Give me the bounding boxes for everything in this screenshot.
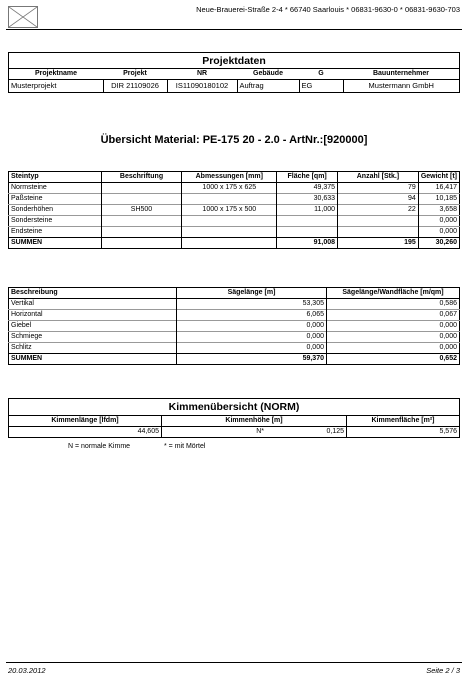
legend-mit-moertel: * = mit Mörtel [164, 443, 206, 450]
beschreibung-cell: Schlitz [9, 343, 177, 354]
projekt-value: DIR 21109026 [103, 80, 167, 93]
kimmen-title: Kimmenübersicht (NORM) [9, 399, 460, 416]
steintyp-cell: Endsteine [9, 227, 102, 238]
col-abmessungen: Abmessungen [mm] [182, 172, 277, 183]
abmessungen-cell [182, 216, 277, 227]
abmessungen-cell [182, 194, 277, 205]
saegelaenge-cell: 0,000 [177, 321, 327, 332]
g-value: EG [299, 80, 343, 93]
beschriftung-cell [101, 216, 182, 227]
gewicht-cell: 0,000 [418, 216, 459, 227]
gewicht-cell: 10,185 [418, 194, 459, 205]
company-address: Neue-Brauerei-Straße 2-4 * 66740 Saarlouis * 06831-9630-0 * 06831-9630-703 [196, 5, 460, 14]
anzahl-cell [338, 227, 419, 238]
table-row [9, 332, 460, 343]
table-row [9, 310, 460, 321]
gebaeude-value: Auftrag [237, 80, 299, 93]
project-data-row [9, 80, 460, 93]
beschreibung-cell: Giebel [9, 321, 177, 332]
saegelaenge-cell: 0,000 [177, 332, 327, 343]
kimmenhoehe-value: 0,125 [326, 428, 345, 435]
saegelaenge-cell: 6,065 [177, 310, 327, 321]
stones-table [8, 171, 460, 249]
gewicht-cell: 16,417 [418, 183, 459, 194]
beschreibung-cell: Vertikal [9, 299, 177, 310]
kimmen-table [8, 398, 460, 438]
kimmenflaeche-value: 5,576 [347, 427, 460, 438]
sum-abmessungen [182, 238, 277, 249]
flaeche-cell: 49,375 [277, 183, 338, 194]
col-kimmenflaeche: Kimmenfläche [m²] [347, 416, 460, 427]
saegelaenge-cell: 53,305 [177, 299, 327, 310]
col-saegelaenge-wandflaeche: Sägelänge/Wandfläche [m/qm] [327, 288, 460, 299]
saegelaenge-cell: 0,000 [177, 343, 327, 354]
sum-beschriftung [101, 238, 182, 249]
sum-flaeche: 91,008 [277, 238, 338, 249]
beschriftung-cell [101, 194, 182, 205]
sum-saegelaenge: 59,370 [177, 354, 327, 365]
anzahl-cell: 22 [338, 205, 419, 216]
kimmen-row [9, 427, 460, 438]
col-projekt: Projekt [103, 69, 167, 80]
table-row [9, 343, 460, 354]
col-bauunternehmer: Bauunternehmer [343, 69, 460, 80]
flaeche-cell: 30,633 [277, 194, 338, 205]
col-kimmenhoehe: Kimmenhöhe [m] [162, 416, 347, 427]
col-flaeche: Fläche [qm] [277, 172, 338, 183]
table-row [9, 227, 460, 238]
table-row [9, 183, 460, 194]
bauunternehmer-value: Mustermann GmbH [343, 80, 460, 93]
footer-date: 20.03.2012 [8, 666, 46, 675]
legend-normal-kimme: N = normale Kimme [68, 443, 131, 450]
verhaeltnis-cell: 0,000 [327, 332, 460, 343]
col-beschriftung: Beschriftung [101, 172, 182, 183]
col-saegelaenge: Sägelänge [m] [177, 288, 327, 299]
col-projektname: Projektname [9, 69, 104, 80]
steintyp-cell: Sondersteine [9, 216, 102, 227]
table-row [9, 205, 460, 216]
steintyp-cell: Paßsteine [9, 194, 102, 205]
logo-placeholder [8, 6, 38, 28]
abmessungen-cell: 1000 x 175 x 500 [182, 205, 277, 216]
col-gebaeude: Gebäude [237, 69, 299, 80]
beschriftung-cell [101, 227, 182, 238]
saw-length-table [8, 287, 460, 365]
table-row [9, 321, 460, 332]
anzahl-cell: 79 [338, 183, 419, 194]
flaeche-cell [277, 227, 338, 238]
beschreibung-cell: Horizontal [9, 310, 177, 321]
flaeche-cell [277, 216, 338, 227]
col-gewicht: Gewicht [t] [418, 172, 459, 183]
material-overview-title: Übersicht Material: PE-175 20 - 2.0 - ArtNr.:[920000] [100, 134, 368, 146]
steintyp-cell: Sonderhöhen [9, 205, 102, 216]
kimmenlaenge-value: 44,605 [137, 428, 159, 435]
table-row [9, 299, 460, 310]
saw-sum-row [9, 354, 460, 365]
project-data-table [8, 52, 460, 93]
footer-page-number: Seite 2 / 3 [426, 666, 460, 675]
gewicht-cell: 0,000 [418, 227, 459, 238]
beschriftung-cell [101, 183, 182, 194]
steintyp-cell: Normsteine [9, 183, 102, 194]
col-nr: NR [167, 69, 237, 80]
verhaeltnis-cell: 0,000 [327, 343, 460, 354]
col-anzahl: Anzahl [Stk.] [338, 172, 419, 183]
project-data-title: Projektdaten [9, 53, 460, 69]
nr-value: IS11090180102 [167, 80, 237, 93]
flaeche-cell: 11,000 [277, 205, 338, 216]
sum-label: SUMMEN [9, 238, 102, 249]
abmessungen-cell [182, 227, 277, 238]
verhaeltnis-cell: 0,067 [327, 310, 460, 321]
sum-verhaeltnis: 0,652 [327, 354, 460, 365]
col-steintyp: Steintyp [9, 172, 102, 183]
anzahl-cell: 94 [338, 194, 419, 205]
abmessungen-cell: 1000 x 175 x 625 [182, 183, 277, 194]
beschreibung-cell: Schmiege [9, 332, 177, 343]
projektname-value: Musterprojekt [11, 81, 57, 90]
table-row [9, 194, 460, 205]
col-g: G [299, 69, 343, 80]
header-divider [6, 29, 462, 30]
table-row [9, 216, 460, 227]
verhaeltnis-cell: 0,586 [327, 299, 460, 310]
anzahl-cell [338, 216, 419, 227]
stones-sum-row [9, 238, 460, 249]
gewicht-cell: 3,658 [418, 205, 459, 216]
sum-gewicht: 30,260 [418, 238, 459, 249]
col-kimmenlaenge: Kimmenlänge [lfdm] [9, 416, 162, 427]
footer-divider [6, 662, 462, 663]
verhaeltnis-cell: 0,000 [327, 321, 460, 332]
col-beschreibung: Beschreibung [9, 288, 177, 299]
sum-anzahl: 195 [338, 238, 419, 249]
beschriftung-cell: SH500 [101, 205, 182, 216]
sum-label: SUMMEN [9, 354, 177, 365]
kimmen-type-value: N* [162, 427, 267, 438]
